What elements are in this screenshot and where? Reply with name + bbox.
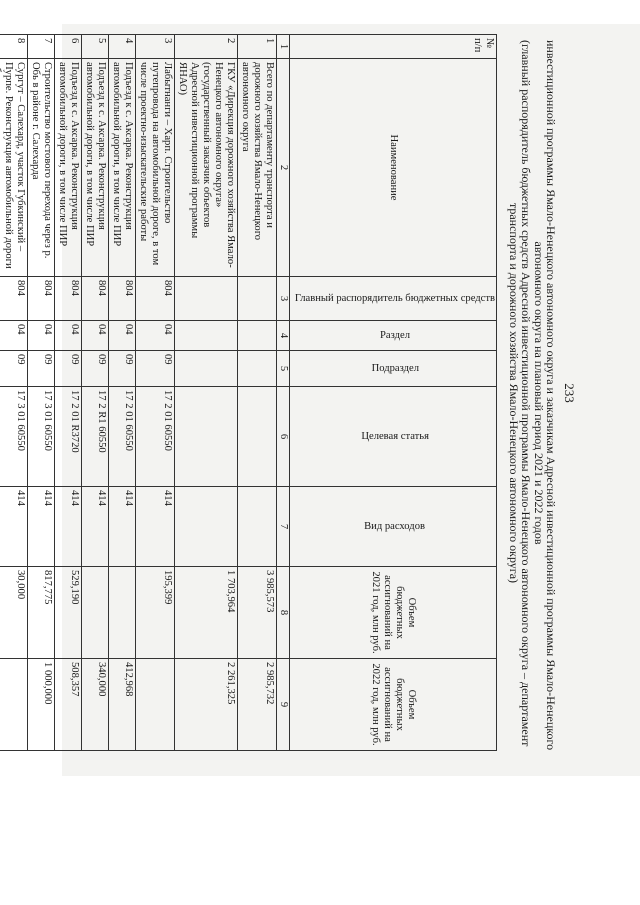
table-row	[27, 35, 54, 751]
row-amount-2021: 3 985,573	[237, 567, 276, 659]
row-section: 04	[27, 321, 54, 351]
row-num: 6	[54, 35, 81, 59]
col-header-num: № п/п	[289, 35, 496, 59]
row-section: 04	[135, 321, 174, 351]
page-number: 233	[562, 383, 577, 403]
row-grbs: 804	[135, 277, 174, 321]
row-grbs: 804	[54, 277, 81, 321]
row-expense-type: 414	[108, 487, 135, 567]
row-name: Подъезд к с. Аксарка. Реконструкция автомобильной дороги, в том числе ПИР	[81, 59, 108, 277]
row-subsection: 09	[81, 351, 108, 387]
row-section: 04	[0, 321, 27, 351]
row-subsection: 09	[108, 351, 135, 387]
row-subsection: 09	[54, 351, 81, 387]
table-row	[108, 35, 135, 751]
row-num: 5	[81, 35, 108, 59]
row-section	[237, 321, 276, 351]
col-number: 8	[276, 567, 289, 659]
row-expense-type	[237, 487, 276, 567]
row-target: 17 2 01 60550	[135, 387, 174, 487]
row-name: Сургут – Салехард, участок Губкинский – Пурпе. Реконструкция автомобильной дороги	[0, 59, 27, 277]
row-amount-2022	[135, 659, 174, 751]
document-header	[506, 40, 558, 751]
row-amount-2022: 412,968	[108, 659, 135, 751]
col-number: 4	[276, 321, 289, 351]
row-num: 1	[237, 35, 276, 59]
table-header-row	[289, 35, 496, 751]
row-amount-2022: 2 985,732	[237, 659, 276, 751]
row-target	[174, 387, 237, 487]
table-row	[135, 35, 174, 751]
row-num: 8	[0, 35, 27, 59]
row-amount-2021: 1 703,964	[174, 567, 237, 659]
row-amount-2021: 195,399	[135, 567, 174, 659]
col-header-subsection: Подраздел	[289, 351, 496, 387]
row-amount-2022: 2 261,325	[174, 659, 237, 751]
row-num: 3	[135, 35, 174, 59]
table-row	[54, 35, 81, 751]
col-number: 9	[276, 659, 289, 751]
row-num: 7	[27, 35, 54, 59]
row-amount-2021: 529,190	[54, 567, 81, 659]
row-grbs: 804	[108, 277, 135, 321]
col-number: 1	[276, 35, 289, 59]
col-number: 3	[276, 277, 289, 321]
row-expense-type: 414	[27, 487, 54, 567]
row-amount-2021	[81, 567, 108, 659]
row-grbs: 804	[81, 277, 108, 321]
col-header-grbs: Главный распорядитель бюджетных средств	[289, 277, 496, 321]
row-amount-2022	[0, 659, 27, 751]
col-number: 6	[276, 387, 289, 487]
row-grbs: 804	[0, 277, 27, 321]
row-section: 04	[54, 321, 81, 351]
row-amount-2021: 817,775	[27, 567, 54, 659]
col-header-2022: Объем бюджетных ассигнований на 2022 год, млн руб.	[289, 659, 496, 751]
row-target: 17 2 01 R3720	[54, 387, 81, 487]
row-subsection: 09	[0, 351, 27, 387]
header-line-4: транспорта и дорожного хозяйства Ямало-Ненецкого автономного округа)	[506, 202, 521, 584]
row-subsection	[237, 351, 276, 387]
row-target: 17 2 01 60550	[108, 387, 135, 487]
col-header-target: Целевая статья	[289, 387, 496, 487]
row-expense-type	[174, 487, 237, 567]
row-section: 04	[81, 321, 108, 351]
row-target	[237, 387, 276, 487]
row-subsection	[174, 351, 237, 387]
row-section	[174, 321, 237, 351]
row-amount-2022: 1 000,000	[27, 659, 54, 751]
row-amount-2021	[108, 567, 135, 659]
row-amount-2021: 30,000	[0, 567, 27, 659]
row-name: Подъезд к с. Аксарка. Реконструкция автомобильной дороги, в том числе ПИР	[108, 59, 135, 277]
budget-table	[0, 34, 497, 751]
row-grbs	[237, 277, 276, 321]
row-name: Подъезд к с. Аксарка. Реконструкция автомобильной дороги, в том числе ПИР	[54, 59, 81, 277]
header-line-2: автономного округа на плановый период 2021 и 2022 годов	[531, 241, 546, 545]
col-header-expense-type: Вид расходов	[289, 487, 496, 567]
col-number: 2	[276, 59, 289, 277]
row-grbs	[174, 277, 237, 321]
header-line-3: (главный распорядитель бюджетных средств Адресной инвестиционной программы Ямало-Ненецкого автономного округа – департамент	[519, 40, 534, 747]
table-row	[0, 35, 27, 751]
row-expense-type: 414	[54, 487, 81, 567]
col-header-name: Наименование	[289, 59, 496, 277]
row-target: 17 2 R1 60550	[81, 387, 108, 487]
row-subsection: 09	[27, 351, 54, 387]
rotated-content	[2, 32, 577, 754]
row-name: Лабытнанги – Харп. Строительство путепровода на автомобильной дороге, в том числе проектно-изыскательские работы	[135, 59, 174, 277]
row-target: 17 3 01 60550	[27, 387, 54, 487]
row-target: 17 3 01 60550	[0, 387, 27, 487]
table-row	[237, 35, 276, 751]
header-line-1: инвестиционной программы Ямало-Ненецкого автономного округа и заказчикам Адресной инвестиционной программы Ямало-Ненецкого	[544, 40, 558, 751]
row-subsection: 09	[135, 351, 174, 387]
row-name: Строительство мостового перехода через р. Обь в районе г. Салехарда	[27, 59, 54, 277]
column-number-row	[276, 35, 289, 751]
table-row	[174, 35, 237, 751]
row-section: 04	[108, 321, 135, 351]
row-num: 4	[108, 35, 135, 59]
row-num: 2	[174, 35, 237, 59]
row-name: Всего по департаменту транспорта и дорожного хозяйства Ямало-Ненецкого автономного округа	[237, 59, 276, 277]
row-expense-type: 414	[81, 487, 108, 567]
row-amount-2022: 340,000	[81, 659, 108, 751]
row-expense-type: 414	[135, 487, 174, 567]
row-name: ГКУ «Дирекция дорожного хозяйства Ямало-Ненецкого автономного округа» (государственный заказчик объектов Адресной инвестиционной программы ЯНАО)	[174, 59, 237, 277]
col-header-section: Раздел	[289, 321, 496, 351]
col-header-2021: Объем бюджетных ассигнований на 2021 год, млн руб.	[289, 567, 496, 659]
row-expense-type: 414	[0, 487, 27, 567]
row-grbs: 804	[27, 277, 54, 321]
row-amount-2022: 508,357	[54, 659, 81, 751]
table-row	[81, 35, 108, 751]
col-number: 7	[276, 487, 289, 567]
col-number: 5	[276, 351, 289, 387]
